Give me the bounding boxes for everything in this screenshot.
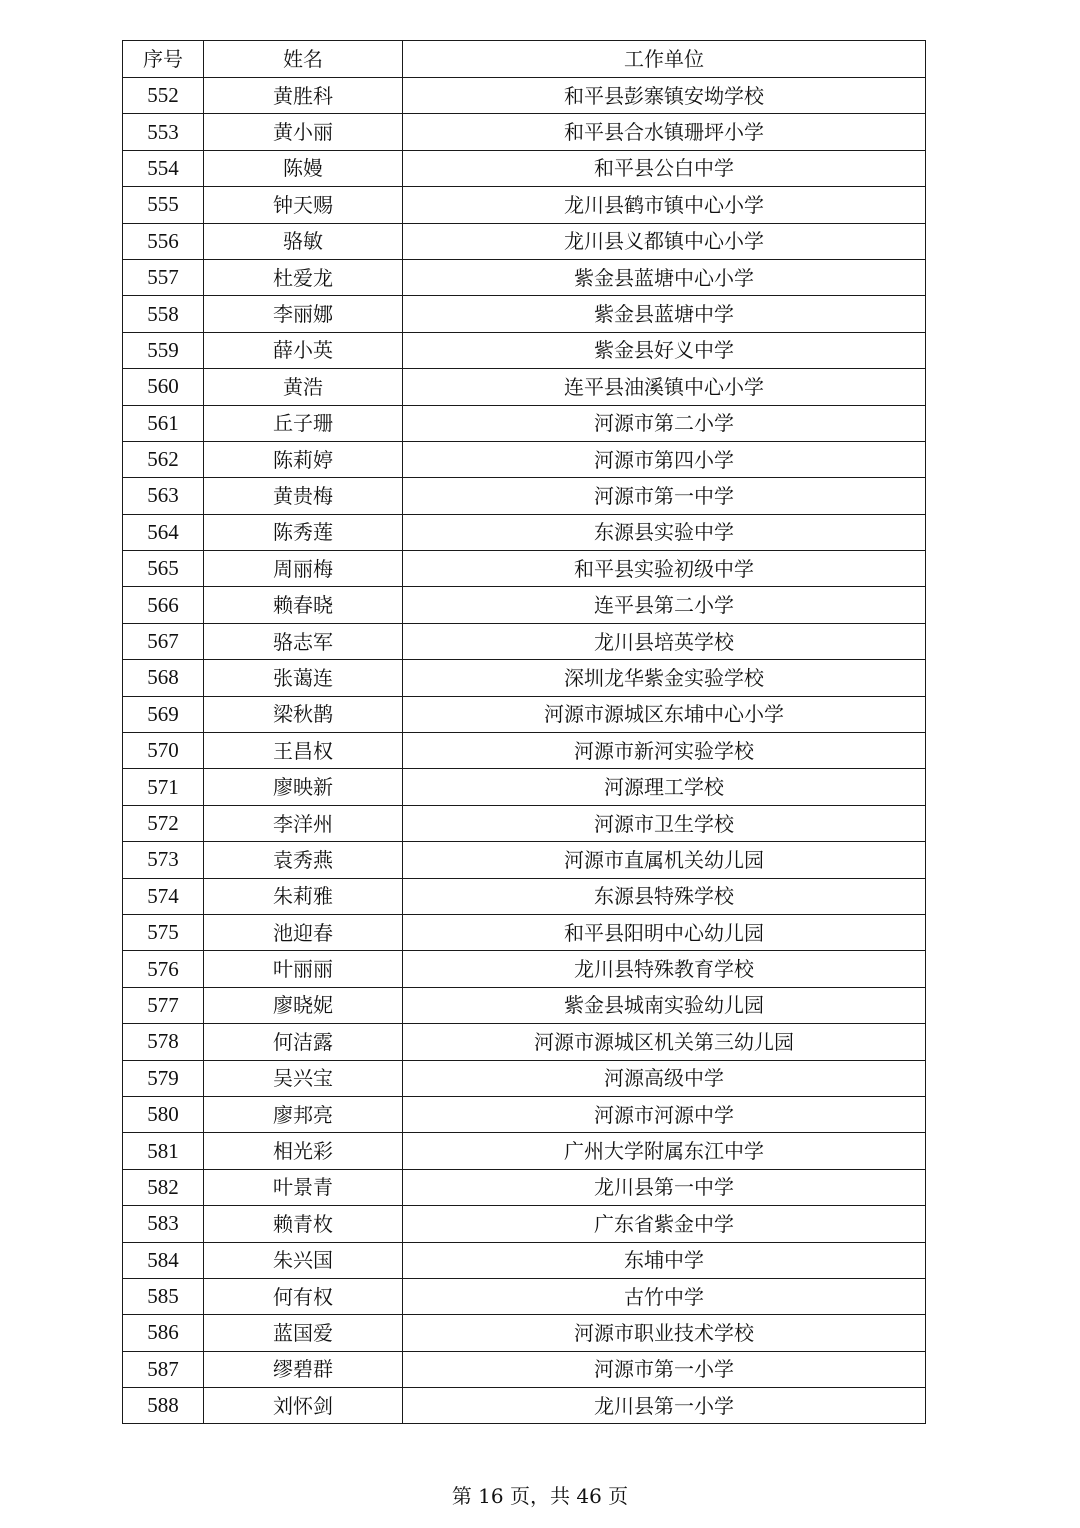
- cell-name: 黄贵梅: [204, 478, 403, 514]
- table-row: [123, 441, 926, 477]
- cell-name: 赖青枚: [204, 1206, 403, 1242]
- cell-seq: 584: [123, 1242, 204, 1278]
- table-row: [123, 78, 926, 114]
- cell-seq: 588: [123, 1388, 204, 1424]
- cell-unit: 东源县特殊学校: [403, 878, 926, 914]
- table-row: [123, 405, 926, 441]
- cell-name: 丘子珊: [204, 405, 403, 441]
- cell-unit: 东埔中学: [403, 1242, 926, 1278]
- table-row: [123, 733, 926, 769]
- cell-seq: 556: [123, 223, 204, 259]
- table-row: [123, 1096, 926, 1132]
- cell-unit: 龙川县第一小学: [403, 1388, 926, 1424]
- table-row: [123, 551, 926, 587]
- cell-seq: 565: [123, 551, 204, 587]
- cell-seq: 587: [123, 1351, 204, 1387]
- cell-name: 袁秀燕: [204, 842, 403, 878]
- cell-name: 王昌权: [204, 733, 403, 769]
- cell-seq: 580: [123, 1096, 204, 1132]
- cell-unit: 深圳龙华紫金实验学校: [403, 660, 926, 696]
- cell-unit: 连平县第二小学: [403, 587, 926, 623]
- cell-unit: 河源市卫生学校: [403, 805, 926, 841]
- header-name: 姓名: [204, 41, 403, 78]
- table-row: [123, 587, 926, 623]
- cell-unit: 龙川县义都镇中心小学: [403, 223, 926, 259]
- cell-seq: 572: [123, 805, 204, 841]
- cell-name: 李丽娜: [204, 296, 403, 332]
- table-row: [123, 987, 926, 1023]
- cell-unit: 和平县阳明中心幼儿园: [403, 914, 926, 950]
- cell-unit: 河源市第四小学: [403, 441, 926, 477]
- table-row: [123, 514, 926, 550]
- cell-seq: 576: [123, 951, 204, 987]
- roster-table: [122, 40, 926, 1424]
- cell-unit: 和平县彭寨镇安坳学校: [403, 78, 926, 114]
- cell-seq: 570: [123, 733, 204, 769]
- cell-unit: 河源市第一中学: [403, 478, 926, 514]
- cell-unit: 河源市第一小学: [403, 1351, 926, 1387]
- cell-seq: 560: [123, 369, 204, 405]
- cell-unit: 河源高级中学: [403, 1060, 926, 1096]
- cell-name: 杜爱龙: [204, 259, 403, 295]
- cell-unit: 河源市新河实验学校: [403, 733, 926, 769]
- table-row: [123, 914, 926, 950]
- cell-seq: 575: [123, 914, 204, 950]
- cell-name: 廖映新: [204, 769, 403, 805]
- cell-unit: 紫金县好义中学: [403, 332, 926, 368]
- table-row: [123, 1351, 926, 1387]
- cell-name: 吴兴宝: [204, 1060, 403, 1096]
- cell-name: 蓝国爱: [204, 1315, 403, 1351]
- cell-seq: 562: [123, 441, 204, 477]
- cell-name: 黄胜科: [204, 78, 403, 114]
- cell-seq: 567: [123, 623, 204, 659]
- cell-seq: 583: [123, 1206, 204, 1242]
- table-row: [123, 296, 926, 332]
- cell-name: 何有权: [204, 1278, 403, 1314]
- table-row: [123, 951, 926, 987]
- cell-unit: 紫金县蓝塘中心小学: [403, 259, 926, 295]
- cell-seq: 552: [123, 78, 204, 114]
- cell-seq: 554: [123, 150, 204, 186]
- cell-seq: 573: [123, 842, 204, 878]
- cell-seq: 559: [123, 332, 204, 368]
- cell-name: 骆志军: [204, 623, 403, 659]
- cell-unit: 龙川县第一中学: [403, 1169, 926, 1205]
- cell-seq: 566: [123, 587, 204, 623]
- table-row: [123, 1133, 926, 1169]
- cell-name: 朱兴国: [204, 1242, 403, 1278]
- cell-name: 池迎春: [204, 914, 403, 950]
- table-row: [123, 1242, 926, 1278]
- table-body: [123, 78, 926, 1424]
- cell-unit: 龙川县鹤市镇中心小学: [403, 187, 926, 223]
- cell-unit: 河源市职业技术学校: [403, 1315, 926, 1351]
- header-unit: 工作单位: [403, 41, 926, 78]
- table-row: [123, 696, 926, 732]
- cell-name: 廖晓妮: [204, 987, 403, 1023]
- cell-seq: 553: [123, 114, 204, 150]
- table-row: [123, 1060, 926, 1096]
- cell-seq: 577: [123, 987, 204, 1023]
- cell-name: 相光彩: [204, 1133, 403, 1169]
- table-row: [123, 805, 926, 841]
- cell-name: 廖邦亮: [204, 1096, 403, 1132]
- table-row: [123, 259, 926, 295]
- cell-unit: 龙川县培英学校: [403, 623, 926, 659]
- table-row: [123, 878, 926, 914]
- cell-seq: 558: [123, 296, 204, 332]
- cell-unit: 和平县公白中学: [403, 150, 926, 186]
- cell-unit: 紫金县蓝塘中学: [403, 296, 926, 332]
- cell-name: 黄浩: [204, 369, 403, 405]
- cell-unit: 和平县实验初级中学: [403, 551, 926, 587]
- cell-seq: 564: [123, 514, 204, 550]
- cell-seq: 581: [123, 1133, 204, 1169]
- cell-seq: 569: [123, 696, 204, 732]
- cell-seq: 578: [123, 1024, 204, 1060]
- cell-unit: 河源市直属机关幼儿园: [403, 842, 926, 878]
- table-row: [123, 1169, 926, 1205]
- cell-seq: 563: [123, 478, 204, 514]
- table-row: [123, 478, 926, 514]
- cell-name: 张蔼连: [204, 660, 403, 696]
- cell-unit: 河源市第二小学: [403, 405, 926, 441]
- cell-name: 叶景青: [204, 1169, 403, 1205]
- cell-seq: 586: [123, 1315, 204, 1351]
- cell-unit: 东源县实验中学: [403, 514, 926, 550]
- cell-seq: 579: [123, 1060, 204, 1096]
- cell-seq: 568: [123, 660, 204, 696]
- table-row: [123, 842, 926, 878]
- cell-seq: 582: [123, 1169, 204, 1205]
- table-row: [123, 332, 926, 368]
- cell-name: 赖春晓: [204, 587, 403, 623]
- cell-name: 朱莉雅: [204, 878, 403, 914]
- cell-name: 梁秋鹊: [204, 696, 403, 732]
- cell-name: 黄小丽: [204, 114, 403, 150]
- cell-name: 钟天赐: [204, 187, 403, 223]
- cell-unit: 和平县合水镇珊坪小学: [403, 114, 926, 150]
- cell-name: 李洋州: [204, 805, 403, 841]
- cell-unit: 河源市河源中学: [403, 1096, 926, 1132]
- table-row: [123, 1388, 926, 1424]
- table-row: [123, 223, 926, 259]
- table-header: [123, 41, 926, 78]
- table-row: [123, 1315, 926, 1351]
- table-row: [123, 623, 926, 659]
- cell-unit: 河源市源城区东埔中心小学: [403, 696, 926, 732]
- cell-unit: 古竹中学: [403, 1278, 926, 1314]
- table-row: [123, 187, 926, 223]
- cell-unit: 广州大学附属东江中学: [403, 1133, 926, 1169]
- table-row: [123, 114, 926, 150]
- cell-name: 何洁露: [204, 1024, 403, 1060]
- cell-seq: 557: [123, 259, 204, 295]
- cell-unit: 河源市源城区机关第三幼儿园: [403, 1024, 926, 1060]
- table-row: [123, 1206, 926, 1242]
- cell-seq: 585: [123, 1278, 204, 1314]
- cell-unit: 广东省紫金中学: [403, 1206, 926, 1242]
- cell-seq: 561: [123, 405, 204, 441]
- table-row: [123, 1024, 926, 1060]
- table-row: [123, 1278, 926, 1314]
- cell-name: 叶丽丽: [204, 951, 403, 987]
- cell-name: 陈秀莲: [204, 514, 403, 550]
- table-row: [123, 660, 926, 696]
- table-row: [123, 769, 926, 805]
- cell-seq: 574: [123, 878, 204, 914]
- table-row: [123, 150, 926, 186]
- cell-name: 薛小英: [204, 332, 403, 368]
- cell-name: 骆敏: [204, 223, 403, 259]
- cell-name: 刘怀剑: [204, 1388, 403, 1424]
- cell-unit: 龙川县特殊教育学校: [403, 951, 926, 987]
- cell-unit: 连平县油溪镇中心小学: [403, 369, 926, 405]
- cell-name: 陈嫚: [204, 150, 403, 186]
- table-row: [123, 369, 926, 405]
- cell-unit: 河源理工学校: [403, 769, 926, 805]
- cell-unit: 紫金县城南实验幼儿园: [403, 987, 926, 1023]
- cell-seq: 571: [123, 769, 204, 805]
- cell-seq: 555: [123, 187, 204, 223]
- cell-name: 缪碧群: [204, 1351, 403, 1387]
- header-row: [123, 41, 926, 78]
- cell-name: 陈莉婷: [204, 441, 403, 477]
- cell-name: 周丽梅: [204, 551, 403, 587]
- header-seq: 序号: [123, 41, 204, 78]
- page-footer: 第 16 页，共 46 页: [451, 1484, 629, 1508]
